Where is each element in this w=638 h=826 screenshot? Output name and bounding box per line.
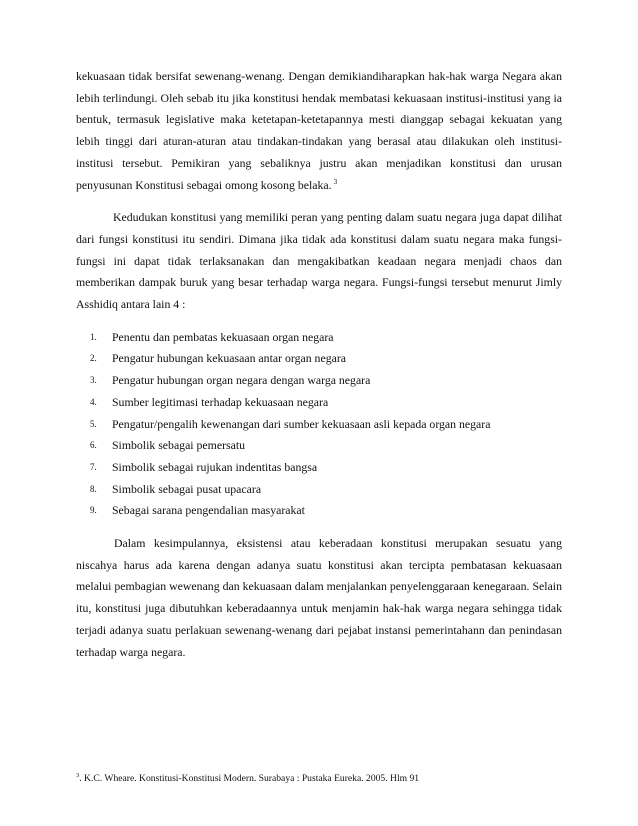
list-item-text: Pengatur hubungan organ negara dengan warga negara <box>112 373 371 388</box>
list-item <box>76 479 562 501</box>
paragraph-1 <box>76 66 562 196</box>
list-item-number: 4. <box>90 396 97 407</box>
list-item <box>76 435 562 457</box>
list-item-text: Simbolik sebagai pusat upacara <box>112 481 262 496</box>
list-item-number: 2. <box>90 353 97 364</box>
list-item-text: Penentu dan pembatas kekuasaan organ negara <box>112 329 334 344</box>
list-item <box>76 500 562 522</box>
list-item <box>76 457 562 479</box>
list-item-text: Simbolik sebagai pemersatu <box>112 438 246 453</box>
list-item-number: 9. <box>90 505 97 516</box>
list-item-text: Pengatur hubungan kekuasaan antar organ negara <box>112 351 346 366</box>
list-item-text: Simbolik sebagai rujukan indentitas bangsa <box>112 459 318 474</box>
list-item <box>76 327 562 349</box>
list-item-number: 1. <box>90 331 97 342</box>
list-item-text: Pengatur/pengalih kewenangan dari sumber kekuasaan asli kepada organ negara <box>112 416 491 431</box>
footnote <box>76 772 562 786</box>
list-item <box>76 392 562 414</box>
footnote-reference: 3 <box>333 177 338 186</box>
list-item-number: 3. <box>90 375 97 386</box>
list-item <box>76 348 562 370</box>
list-item-text: Sumber legitimasi terhadap kekuasaan negara <box>112 394 329 409</box>
list-item <box>76 370 562 392</box>
document-body <box>76 66 562 663</box>
list-item-number: 5. <box>90 418 97 429</box>
paragraph-2: Kedudukan konstitusi yang memiliki peran yang penting dalam suatu negara juga dapat dilihat dari fungsi konstitusi itu sendiri. Dimana jika tidak ada konstitusi dalam suatu negara maka fungsi-fungsi ini dapat tidak terlaksanakan dan mengakibatkan keadaan negara menjadi chaos dan memberikan dampak buruk yang besar terhadap warga negara. Fungsi-fungsi tersebut menurut Jimly Asshidiq antara lain 4 : <box>76 210 562 312</box>
list-item-number: 6. <box>90 440 97 451</box>
paragraph-1-text: kekuasaan tidak bersifat sewenang-wenang. Dengan demikiandiharapkan hak-hak warga Negara akan lebih terlindungi. Oleh sebab itu jika konstitusi hendak membatasi kekuasaan institusi-institusi yang ia bentuk, termasuk legislative maka ketetapan-ketetapannya mesti dianggap sebagai kekuatan yang lebih tinggi dari aturan-aturan atau tindakan-tindakan yang berasal atau dilakukan oleh institusi-institusi tersebut. Pemikiran yang sebaliknya justru akan menjadikan konstitusi dan urusan penyusunan Konstitusi sebagai omong kosong belaka. <box>76 69 562 192</box>
footnote-mark: 3 <box>76 771 80 779</box>
list-item-text: Sebagai sarana pengendalian masyarakat <box>112 503 305 518</box>
functions-list <box>76 327 562 522</box>
list-item <box>76 414 562 436</box>
list-item-number: 7. <box>90 461 97 472</box>
footnote-text: . K.C. Wheare. Konstitusi-Konstitusi Modern. Surabaya : Pustaka Eureka. 2005. Hlm 91 <box>79 773 420 784</box>
paragraph-3: Dalam kesimpulannya, eksistensi atau keberadaan konstitusi merupakan sesuatu yang niscahya harus ada karena dengan adanya suatu konstitusi akan tercipta pembatasan kekuasaan melalui pembagian wewenang dan kekuasaan dalam menjalankan penyelenggaraan kenegaraan. Selain itu, konstitusi juga dibutuhkan keberadaannya untuk menjamin hak-hak warga negara sehingga tidak terjadi adanya suatu perlakuan sewenang-wenang dari pejabat instansi pemerintahann dan penindasan terhadap warga negara. <box>76 536 562 659</box>
list-item-number: 8. <box>90 483 97 494</box>
